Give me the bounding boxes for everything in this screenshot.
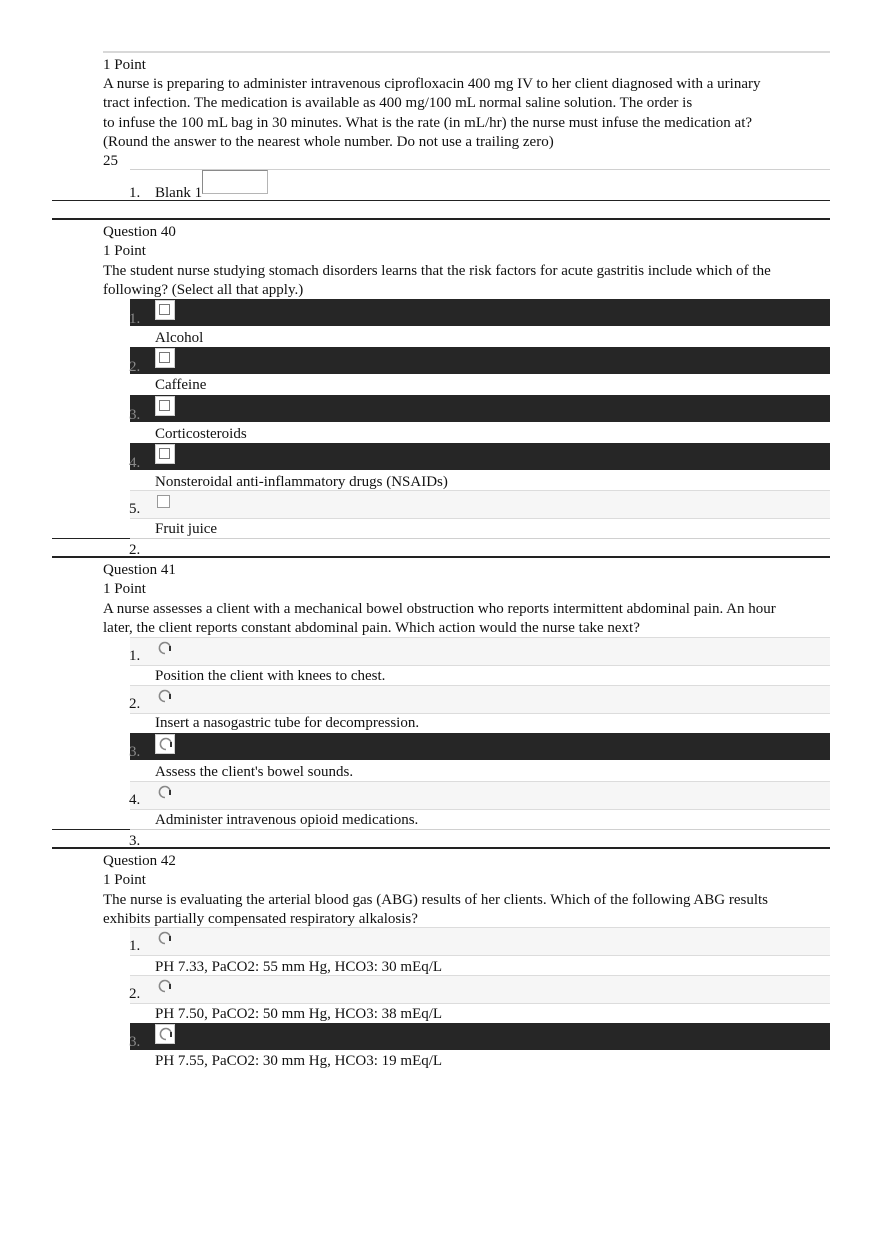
q41-footer-number: 3. xyxy=(129,833,141,849)
q41-option-3-bar[interactable] xyxy=(130,733,830,760)
q39-text-line-3: to infuse the 100 mL bag in 30 minutes. What is the rate (in mL/hr) the nurse must infuse the medication at? xyxy=(103,115,753,131)
q42-option-2-bar[interactable] xyxy=(130,975,830,1004)
checkbox-icon[interactable] xyxy=(155,348,175,368)
q40-option-5-bar[interactable] xyxy=(130,490,830,519)
q40-option-4-bar[interactable] xyxy=(130,443,830,470)
blank-1-input[interactable] xyxy=(202,170,268,194)
q40-option-4-number: 4. xyxy=(129,455,141,471)
radio-icon[interactable] xyxy=(155,639,175,659)
q41-option-3-number: 3. xyxy=(129,744,141,760)
q41-option-4-label: Administer intravenous opioid medications. xyxy=(155,812,419,828)
q41-option-4-number: 4. xyxy=(129,792,141,808)
q39-points: 1 Point xyxy=(103,57,146,73)
q41-option-1-label: Position the client with knees to chest. xyxy=(155,668,386,684)
q41-text-line-2: later, the client reports constant abdominal pain. Which action would the nurse take next? xyxy=(103,620,640,636)
q42-title: Question 42 xyxy=(103,853,176,869)
q41-text-line-1: A nurse assesses a client with a mechanical bowel obstruction who reports intermittent abdominal pain. An hour xyxy=(103,601,776,617)
q42-text-line-2: exhibits partially compensated respiratory alkalosis? xyxy=(103,911,418,927)
q40-option-3-label: Corticosteroids xyxy=(155,426,247,442)
q41-top-rule xyxy=(52,556,830,558)
q39-bottom-rule xyxy=(52,200,830,201)
q40-title: Question 40 xyxy=(103,224,176,240)
checkbox-icon[interactable] xyxy=(157,495,171,509)
q40-text-line-2: following? (Select all that apply.) xyxy=(103,282,304,298)
q42-option-3-bar[interactable] xyxy=(130,1023,830,1050)
q40-bottom-rule-light xyxy=(130,538,830,539)
radio-icon[interactable] xyxy=(155,783,175,803)
top-rule xyxy=(103,51,830,53)
q40-option-4-label: Nonsteroidal anti-inflammatory drugs (NSAIDs) xyxy=(155,474,448,490)
q40-option-3-number: 3. xyxy=(129,407,141,423)
q42-top-rule xyxy=(52,847,830,849)
q39-answer: 25 xyxy=(103,153,118,169)
q40-top-rule xyxy=(52,218,830,220)
q42-option-1-bar[interactable] xyxy=(130,927,830,956)
q42-points: 1 Point xyxy=(103,872,146,888)
q41-option-4-bar[interactable] xyxy=(130,781,830,810)
q40-option-2-number: 2. xyxy=(129,359,141,375)
q42-option-1-label: PH 7.33, PaCO2: 55 mm Hg, HCO3: 30 mEq/L xyxy=(155,959,443,975)
q40-option-5-label: Fruit juice xyxy=(155,521,218,537)
radio-icon[interactable] xyxy=(155,929,175,949)
q40-option-2-label: Caffeine xyxy=(155,377,207,393)
q40-option-2-bar[interactable] xyxy=(130,347,830,374)
q40-option-1-bar[interactable] xyxy=(130,299,830,326)
q41-bottom-rule xyxy=(52,829,130,830)
radio-icon[interactable] xyxy=(155,977,175,997)
q40-points: 1 Point xyxy=(103,243,146,259)
q40-option-1-label: Alcohol xyxy=(155,330,204,346)
q40-option-1-number: 1. xyxy=(129,311,141,327)
q42-option-3-number: 3. xyxy=(129,1034,141,1050)
q40-bottom-rule xyxy=(52,538,130,539)
q41-option-2-bar[interactable] xyxy=(130,685,830,714)
q41-option-3-label: Assess the client's bowel sounds. xyxy=(155,764,354,780)
q39-blank-label: Blank 1 xyxy=(155,185,203,201)
checkbox-icon[interactable] xyxy=(155,300,175,320)
q40-footer-number: 2. xyxy=(129,542,141,558)
q42-option-1-number: 1. xyxy=(129,938,141,954)
q40-option-3-bar[interactable] xyxy=(130,395,830,422)
radio-icon[interactable] xyxy=(155,687,175,707)
q40-text-line-1: The student nurse studying stomach disorders learns that the risk factors for acute gastritis include which of the xyxy=(103,263,771,279)
radio-icon[interactable] xyxy=(155,1024,175,1044)
q41-option-1-bar[interactable] xyxy=(130,637,830,666)
checkbox-icon[interactable] xyxy=(155,396,175,416)
q41-option-2-label: Insert a nasogastric tube for decompression. xyxy=(155,715,420,731)
q39-text-line-2: tract infection. The medication is available as 400 mg/100 mL normal saline solution. The order is xyxy=(103,95,693,111)
q42-option-2-number: 2. xyxy=(129,986,141,1002)
q41-points: 1 Point xyxy=(103,581,146,597)
q41-option-2-number: 2. xyxy=(129,696,141,712)
q41-title: Question 41 xyxy=(103,562,176,578)
q40-option-5-number: 5. xyxy=(129,501,141,517)
q42-text-line-1: The nurse is evaluating the arterial blood gas (ABG) results of her clients. Which of the following ABG results xyxy=(103,892,768,908)
q42-option-2-label: PH 7.50, PaCO2: 50 mm Hg, HCO3: 38 mEq/L xyxy=(155,1006,443,1022)
q42-option-3-label: PH 7.55, PaCO2: 30 mm Hg, HCO3: 19 mEq/L xyxy=(155,1053,443,1069)
q39-text-line-4: (Round the answer to the nearest whole number. Do not use a trailing zero) xyxy=(103,134,554,150)
q41-option-1-number: 1. xyxy=(129,648,141,664)
q39-blank-number: 1. xyxy=(129,185,141,201)
checkbox-icon[interactable] xyxy=(155,444,175,464)
radio-icon[interactable] xyxy=(155,734,175,754)
q39-text-line-1: A nurse is preparing to administer intravenous ciprofloxacin 400 mg IV to her client diagnosed with a urinary xyxy=(103,76,761,92)
q41-bottom-rule-light xyxy=(130,829,830,830)
